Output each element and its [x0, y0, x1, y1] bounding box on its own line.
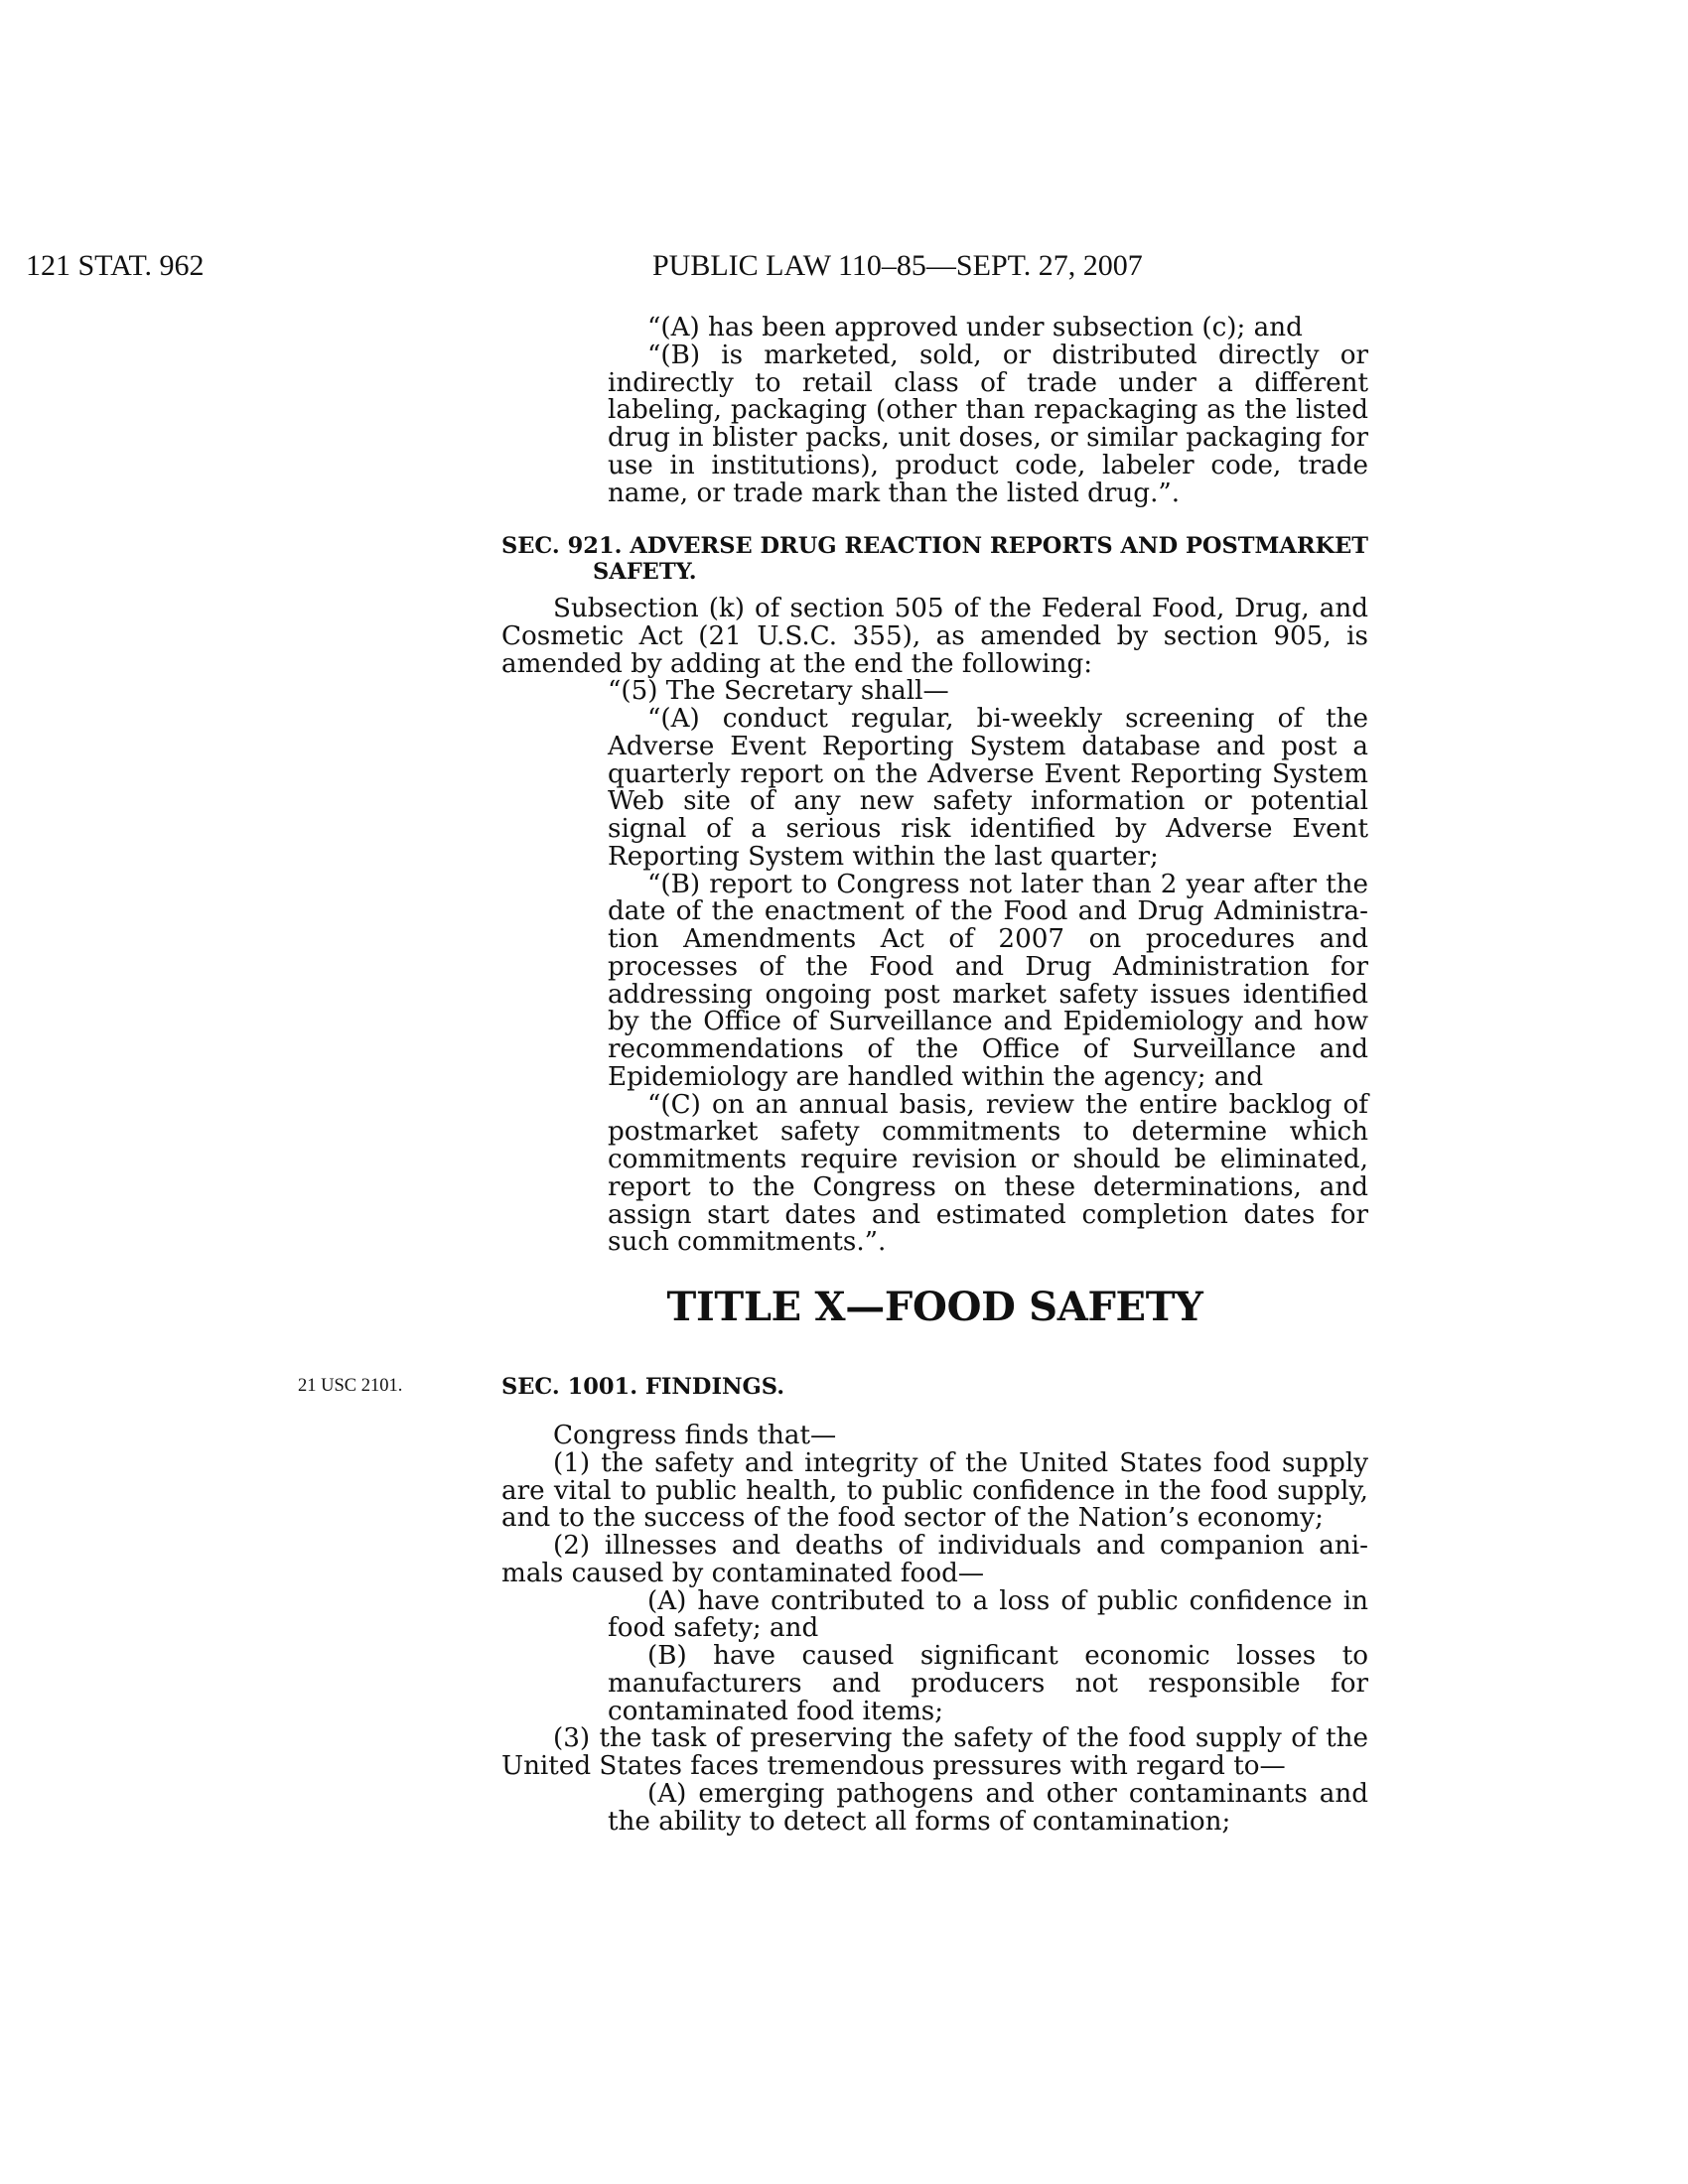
section-intro: Congress finds that—: [553, 1421, 837, 1450]
finding-3a: (A) emerging pathogens and other contaminants and the ability to detect all forms of contamination;: [608, 1778, 1368, 1837]
stat-page-number: 121 STAT. 962: [26, 249, 205, 282]
section-1001: [501, 1374, 1368, 1400]
paragraph-a: “(A) has been approved under subsection (c); and: [647, 313, 1303, 342]
finding-1: (1) the safety and integrity of the United States food supply are vital to public health, to public confidence in the food supply, and to the success of the food sector of the Nation’s economy;: [501, 1447, 1368, 1534]
paragraph-b: “(B) is marketed, sold, or distributed directly or indirectly to retail class of trade under a different labeling, packaging (other than repackaging as the listed drug in blister packs, unit doses, or similar packaging for use in institutions), product code, labeler code, trade name, or trade mark than the listed drug.”.: [608, 340, 1368, 508]
subparagraph-c: “(C) on an annual basis, review the entire backlog of postmarket safety commitments to determine which commitments require revision or should be eliminated, report to the Congress on these determinations, and assign start dates and estimated completion dates for such commitments.”.: [608, 1089, 1368, 1258]
margin-citation: 21 USC 2101.: [298, 1376, 403, 1396]
subparagraph-b: “(B) report to Congress not later than 2 year after the date of the enactment of the Food and Drug Administration Amendments Act of 2007 on procedures and processes of the Food and Drug Administration for addressing ongoing post market safety issues identified by the Office of Surveillance and Epidemiology and how recommendations of the Office of Surveillance and Epidemiology are handled within the agency; and: [608, 869, 1368, 1092]
finding-3: (3) the task of preserving the safety of the food supply of the United States faces tremendous pressures with regard to—: [501, 1723, 1368, 1781]
section-921-body: [501, 596, 1368, 1257]
paragraph-5: “(5) The Secretary shall—: [608, 676, 949, 707]
section-intro: Subsection (k) of section 505 of the Federal Food, Drug, and Cosmetic Act (21 U.S.C. 355), as amended by section 905, is amended by adding at the end the following:: [501, 594, 1368, 679]
finding-2a: (A) have contributed to a loss of public confidence in food safety; and: [608, 1585, 1368, 1644]
section-1001-body: [501, 1423, 1368, 1836]
finding-2b: (B) have caused significant economic losses to manufacturers and producers not responsible for contaminated food items;: [608, 1641, 1368, 1726]
subparagraph-a: “(A) conduct regular, bi-weekly screening of the Adverse Event Reporting System database and post a quarterly report on the Adverse Event Reporting System Web site of any new safety information or potential signal of a serious risk identified by Adverse Event Reporting System within the last quarter;: [608, 704, 1368, 872]
title-heading: TITLE X—FOOD SAFETY: [666, 1284, 1203, 1330]
continuation-block: [501, 315, 1368, 507]
running-header: PUBLIC LAW 110–85—SEPT. 27, 2007: [652, 249, 1143, 282]
section-heading: SEC. 921. ADVERSE DRUG REACTION REPORTS AND POSTMARKET SAFETY.: [501, 533, 1368, 585]
section-heading: SEC. 1001. FINDINGS.: [501, 1374, 785, 1400]
finding-2: (2) illnesses and deaths of individuals and companion animals caused by contaminated food—: [501, 1531, 1368, 1588]
section-921: [501, 533, 1368, 585]
